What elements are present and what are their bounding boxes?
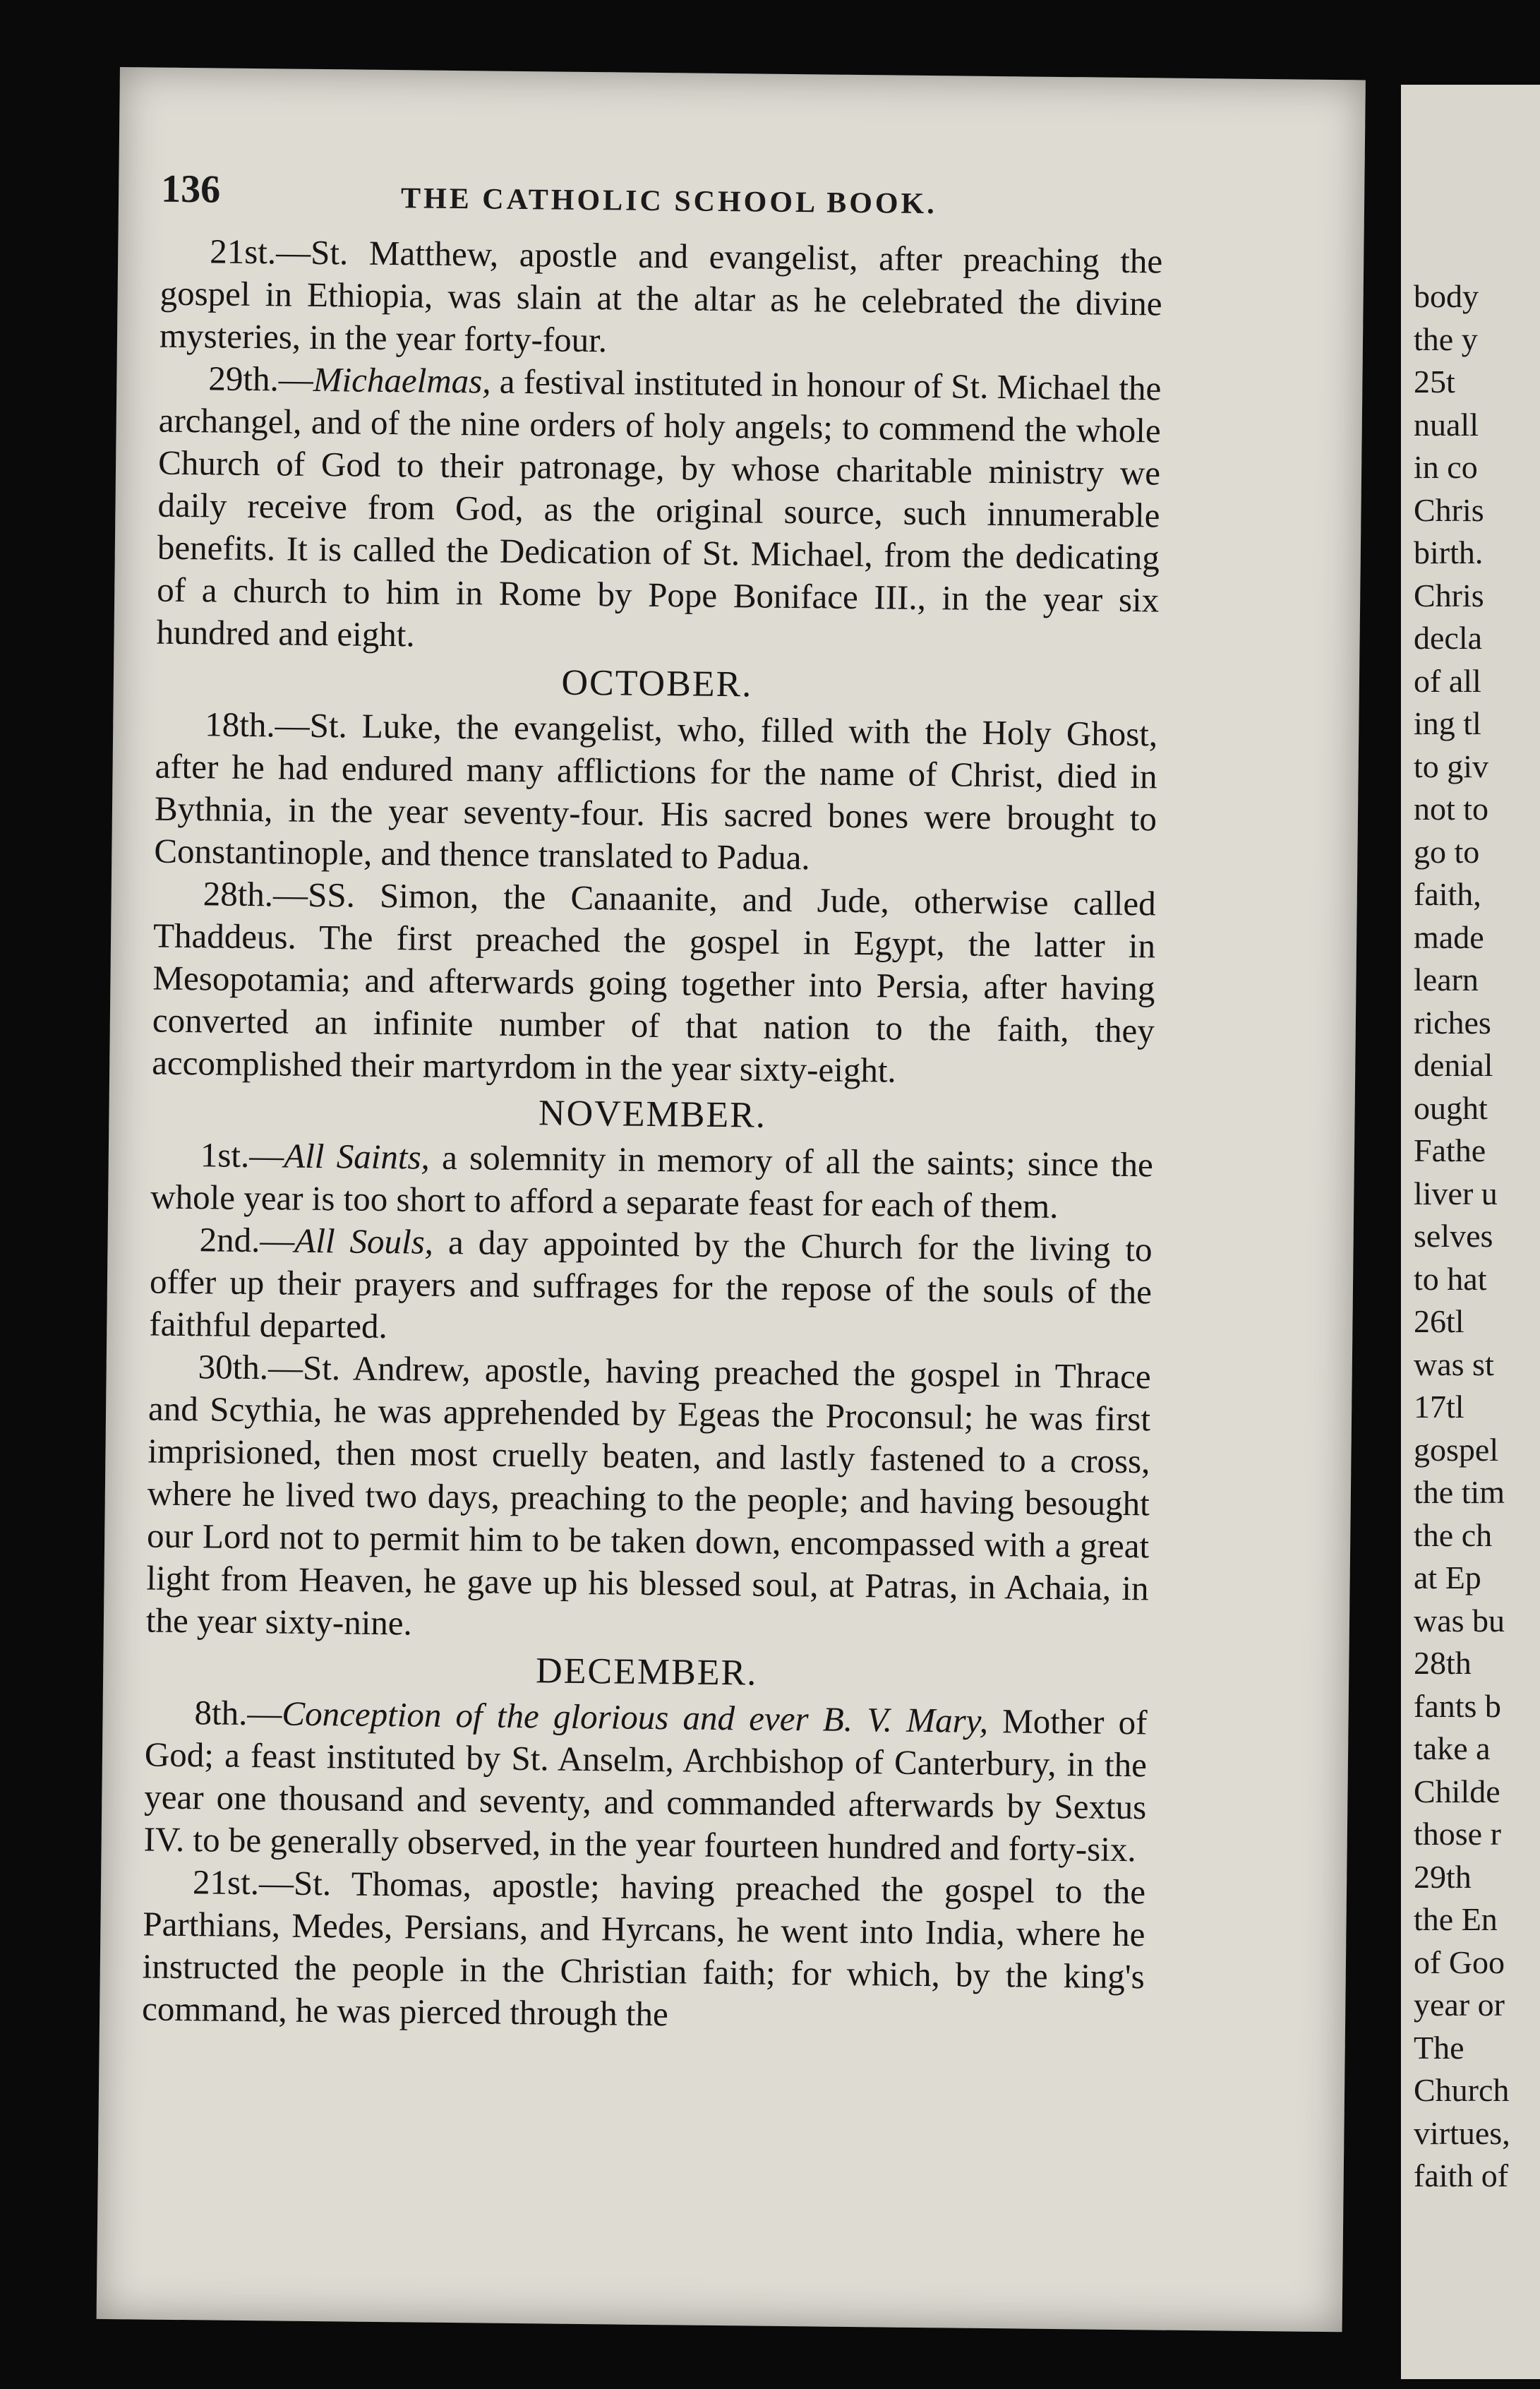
right-page-edge bbox=[1401, 85, 1540, 2379]
entry-oct28 bbox=[152, 873, 1156, 1095]
entry-lead: All Saints, bbox=[284, 1136, 431, 1177]
right-page-line: of Goo bbox=[1414, 1944, 1505, 1980]
right-page-line: The bbox=[1414, 2029, 1464, 2066]
right-page-line: take a bbox=[1414, 1730, 1491, 1766]
entry-dec8 bbox=[143, 1692, 1147, 1872]
entry-text: St. Thomas, apostle; having preached the gospel to the Parthians, Medes, Persians, and Hyrcans, he went into India, where he instructed the people in the Christian faith; for which, by the king's command, he was pierced through the bbox=[141, 1863, 1146, 2034]
right-page-line: Childe bbox=[1414, 1773, 1500, 1809]
right-page-line: faith of bbox=[1414, 2157, 1509, 2193]
entry-sep29 bbox=[156, 357, 1161, 664]
page-body bbox=[142, 230, 1163, 2041]
entry-oct18 bbox=[154, 703, 1157, 883]
right-page-line: at Ep bbox=[1414, 1559, 1481, 1595]
entry-lead: Conception of the glorious and ever B. V. Mary, bbox=[282, 1694, 989, 1741]
right-page-line: go to bbox=[1414, 833, 1480, 870]
right-page-line: selves bbox=[1414, 1218, 1493, 1254]
right-page-line: was bu bbox=[1414, 1602, 1505, 1639]
right-page-line: the En bbox=[1414, 1901, 1498, 1937]
right-page-line: the y bbox=[1414, 321, 1478, 357]
page-number: 136 bbox=[160, 167, 221, 212]
entry-date: 28th.— bbox=[203, 874, 308, 914]
page-header bbox=[161, 167, 1263, 234]
entry-lead: Michaelmas, bbox=[313, 359, 491, 401]
right-page-line: was st bbox=[1414, 1346, 1494, 1382]
entry-nov2 bbox=[149, 1219, 1153, 1356]
entry-text: a day appointed by the Church for the living to offer up their prayers and suffrages for the repose of the souls of the faithful departed. bbox=[149, 1222, 1153, 1346]
right-page-line: of all bbox=[1414, 662, 1481, 699]
month-heading-december: DECEMBER. bbox=[535, 1651, 758, 1694]
entry-lead: All Souls, bbox=[294, 1221, 434, 1262]
right-page-line: body bbox=[1414, 278, 1479, 314]
right-page-line: not to bbox=[1414, 791, 1489, 827]
entry-text: St. Andrew, apostle, having preached the gospel in Thrace and Scythia, he was apprehended by Egeas the Proconsul; he was first imprisioned, then most cruelly beaten, and lastly fastened to a cross, where he lived two days, preaching to the people; and having besought our Lord not to permit him to be taken down, encompassed with a great light from Heaven, he gave up his blessed soul, at Patras, in Achaia, in the year sixty-nine. bbox=[145, 1348, 1151, 1643]
right-page-line: Fathe bbox=[1414, 1132, 1486, 1168]
right-page-line: Chris bbox=[1414, 577, 1484, 613]
month-heading-october: OCTOBER. bbox=[561, 662, 753, 705]
right-page-line: year or bbox=[1414, 1987, 1505, 2023]
right-page-line: liver u bbox=[1414, 1175, 1498, 1211]
right-page-line: 26tl bbox=[1414, 1303, 1464, 1339]
left-page bbox=[97, 67, 1366, 2332]
right-page-line: the ch bbox=[1414, 1516, 1493, 1553]
entry-date: 8th.— bbox=[194, 1693, 282, 1733]
entry-nov30 bbox=[146, 1346, 1151, 1653]
book-gutter bbox=[1366, 64, 1401, 2389]
entry-text: Mother of God; a feast instituted by St. Anselm, Archbishop of Canterbury, in the year one thousand and seventy, and commanded afterwards by Sextus IV. to be generally observed, in the year fourteen hundred and forty-six. bbox=[143, 1701, 1148, 1869]
entry-nov1 bbox=[150, 1134, 1153, 1229]
right-page-line: to hat bbox=[1414, 1260, 1487, 1297]
right-page-line: decla bbox=[1414, 620, 1483, 656]
right-page-line: 28th bbox=[1414, 1645, 1472, 1681]
right-page-line: riches bbox=[1414, 1004, 1491, 1041]
entry-date: 30th.— bbox=[198, 1347, 303, 1387]
right-page-line: made bbox=[1414, 918, 1484, 955]
month-heading-november: NOVEMBER. bbox=[538, 1093, 767, 1136]
right-page-line: ought bbox=[1414, 1089, 1488, 1126]
right-page-line: to giv bbox=[1414, 748, 1489, 784]
right-page-line: 17tl bbox=[1414, 1389, 1464, 1425]
right-page-line: denial bbox=[1414, 1047, 1493, 1083]
right-page-line: ing tl bbox=[1414, 705, 1481, 741]
right-page-line: in co bbox=[1414, 449, 1478, 485]
right-page-line: 29th bbox=[1414, 1858, 1472, 1895]
right-page-line: birth. bbox=[1414, 534, 1484, 570]
right-page-line: 25t bbox=[1414, 364, 1455, 400]
entry-date: 21st.— bbox=[192, 1862, 294, 1903]
entry-text: a solemnity in memory of all the saints; since the whole year is too short to afford a separate feast for each of them. bbox=[150, 1137, 1154, 1226]
entry-date: 21st.— bbox=[209, 232, 311, 272]
right-page-line: faith, bbox=[1414, 876, 1481, 912]
running-title: THE CATHOLIC SCHOOL BOOK. bbox=[400, 182, 937, 221]
right-page-line: virtues, bbox=[1414, 2114, 1510, 2151]
right-page-line: learn bbox=[1414, 962, 1479, 998]
right-page-line: gospel bbox=[1414, 1431, 1499, 1468]
entry-date: 1st.— bbox=[200, 1135, 284, 1175]
right-page-text-column bbox=[1414, 275, 1540, 2198]
right-page-line: Church bbox=[1414, 2072, 1510, 2108]
entry-date: 29th.— bbox=[208, 359, 314, 399]
right-page-line: those r bbox=[1414, 1816, 1501, 1852]
right-page-line: Chris bbox=[1414, 491, 1484, 528]
entry-sep21 bbox=[160, 230, 1163, 368]
entry-text: SS. Simon, the Canaanite, and Jude, otherwise called Thaddeus. The first preached the gospel in Egypt, the latter in Mesopotamia; and afterwards going together into Persia, after having converted an infinite number of that nation to the faith, they accomplished their martyrdom in the year sixty-eight. bbox=[151, 875, 1156, 1090]
entry-date: 18th.— bbox=[204, 705, 310, 745]
entry-text: a festival instituted in honour of St. Michael the archangel, and of the nine orders of holy angels; to commend the whole Church of God to their patronage, by whose charitable ministry we daily receive from God, as the original source, such innumerable benefits. It is called the Dedication of St. Michael, from the dedicating of a church to him in Rome by Pope Boniface III., in the year six hundred and eight. bbox=[156, 361, 1162, 654]
right-page-line: the tim bbox=[1414, 1474, 1505, 1510]
entry-date: 2nd.— bbox=[199, 1220, 295, 1260]
entry-text: St. Luke, the evangelist, who, filled with the Holy Ghost, after he had endured many afflictions for the name of Christ, died in Bythnia, in the year seventy-four. His sacred bones were brought to Constantinople, and thence translated to Padua. bbox=[154, 705, 1158, 878]
entry-text: St. Matthew, apostle and evangelist, after preaching the gospel in Ethiopia, was slain at the altar as he celebrated the divine mysteries, in the year forty-four. bbox=[159, 232, 1163, 360]
right-page-line: fants b bbox=[1414, 1687, 1501, 1724]
right-page-line: nuall bbox=[1414, 406, 1479, 443]
entry-dec21 bbox=[142, 1860, 1145, 2040]
